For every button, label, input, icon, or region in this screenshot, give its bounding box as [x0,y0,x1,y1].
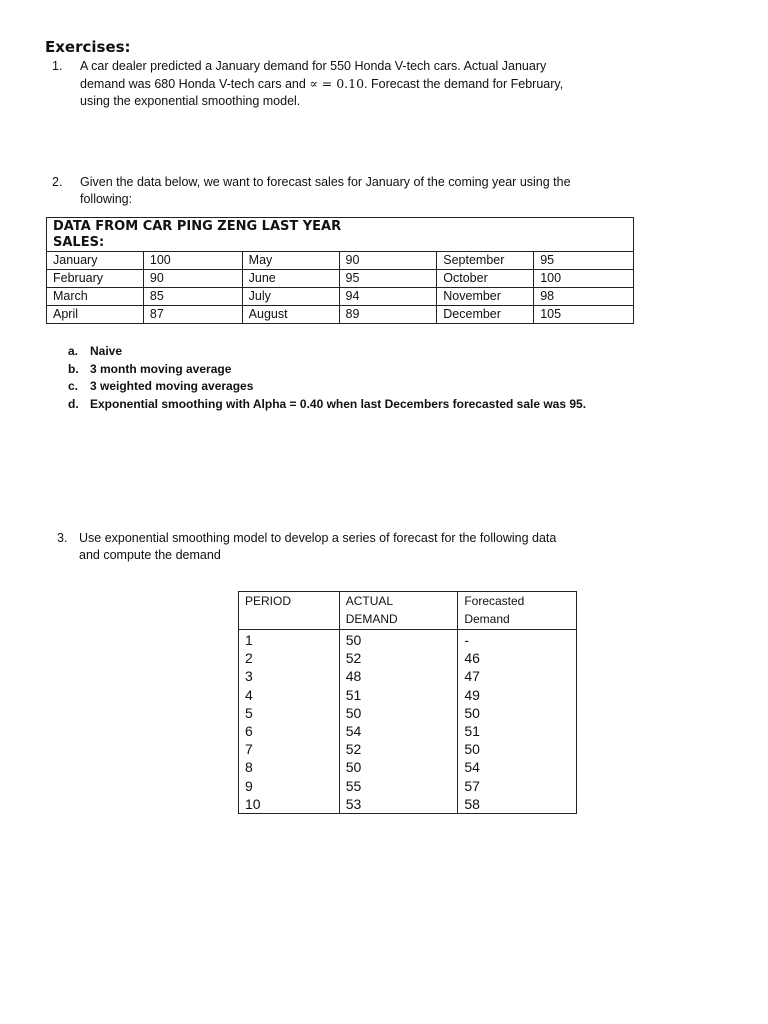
month-cell: March [47,288,144,306]
month-cell: July [242,288,339,306]
sales-cell: 89 [339,306,437,324]
header-cell [458,592,577,630]
question-line: following: [80,192,133,206]
forecast-cell: 50 [458,704,577,722]
month-cell: June [242,270,339,288]
table-row [239,722,577,740]
question-2 [52,174,692,210]
forecast-cell: 50 [458,740,577,758]
question-number: 2. [52,175,63,189]
forecast-cell: 47 [458,667,577,685]
period-cell: 2 [239,649,340,667]
period-cell: 8 [239,758,340,776]
period-cell: 7 [239,740,340,758]
list-letter: a. [68,344,79,358]
list-letter: d. [68,397,79,412]
actual-cell: 48 [339,667,458,685]
header-actual-line1: ACTUAL [345,594,394,608]
forecast-cell: 54 [458,758,577,776]
forecast-cell: 58 [458,795,577,814]
question-line: Use exponential smoothing model to develop a series of forecast for the following data [79,531,557,545]
actual-cell: 52 [339,649,458,667]
forecast-cell: - [458,630,577,650]
table-row [47,270,634,288]
question-line: and compute the demand [79,548,221,562]
month-cell: May [242,252,339,270]
question-line: using the exponential smoothing model. [80,94,301,108]
question-text [80,58,563,110]
exercises-heading: Exercises: [45,38,131,56]
month-cell: February [47,270,144,288]
month-cell: January [47,252,144,270]
period-cell: 3 [239,667,340,685]
period-cell: 4 [239,686,340,704]
question-line: Given the data below, we want to forecast sales for January of the coming year using the [80,175,571,189]
table-row [239,795,577,814]
actual-cell: 55 [339,777,458,795]
actual-cell: 51 [339,686,458,704]
list-text: 3 weighted moving averages [90,379,254,394]
actual-cell: 50 [339,630,458,650]
table-header-row [239,592,577,630]
forecast-cell: 46 [458,649,577,667]
table-row [239,630,577,650]
sales-cell: 95 [534,252,634,270]
table-row [239,704,577,722]
alpha-value: = 0.10 [317,76,365,91]
period-cell: 5 [239,704,340,722]
sales-cell: 85 [143,288,242,306]
table-row [239,777,577,795]
forecast-cell: 57 [458,777,577,795]
sales-cell: 95 [339,270,437,288]
header-forecast-line1: Forecasted [464,594,525,608]
header-cell [339,592,458,630]
month-cell: August [242,306,339,324]
sales-cell: 90 [143,270,242,288]
actual-cell: 54 [339,722,458,740]
sales-cell: 98 [534,288,634,306]
forecast-cell: 51 [458,722,577,740]
alpha-symbol: ∝ [309,76,318,91]
list-text: 3 month moving average [90,361,232,376]
period-cell: 1 [239,630,340,650]
list-text: Exponential smoothing with Alpha = 0.40 when last Decembers forecasted sale was 95. [90,397,587,412]
question-1 [52,58,672,113]
period-cell: 9 [239,777,340,795]
month-cell: April [47,306,144,324]
sales-cell: 105 [534,306,634,324]
table-row [239,686,577,704]
list-letter: b. [68,361,79,376]
actual-cell: 52 [339,740,458,758]
month-cell: November [437,288,534,306]
forecast-cell: 49 [458,686,577,704]
table-row [47,306,634,324]
question-line [80,75,563,93]
sales-cell: 94 [339,288,437,306]
table-row [47,288,634,306]
table-row [239,740,577,758]
question-text [80,174,571,208]
question-number: 1. [52,59,63,73]
table-row [239,758,577,776]
table-title-line: DATA FROM CAR PING ZENG LAST YEAR [53,219,342,234]
sales-cell: 87 [143,306,242,324]
table-row [239,649,577,667]
table-title [47,218,634,252]
header-period: PERIOD [245,594,292,608]
header-cell [239,592,340,630]
period-cell: 6 [239,722,340,740]
period-cell: 10 [239,795,340,814]
sales-cell: 100 [534,270,634,288]
question-3 [57,530,677,566]
sales-cell: 90 [339,252,437,270]
demand-forecast-table [238,591,577,814]
month-cell: October [437,270,534,288]
actual-cell: 50 [339,758,458,776]
table-title-line: SALES: [53,235,105,250]
question-text [79,530,556,564]
list-letter: c. [68,379,79,394]
sales-data-table [46,217,634,324]
text-fragment: demand was 680 Honda V-tech cars and [80,77,310,91]
header-forecast-line2: Demand [464,611,510,626]
month-cell: December [437,306,534,324]
table-row [47,252,634,270]
sales-cell: 100 [143,252,242,270]
question-line: A car dealer predicted a January demand for 550 Honda V-tech cars. Actual January [80,59,547,73]
list-text: Naive [90,344,123,358]
actual-cell: 53 [339,795,458,814]
month-cell: September [437,252,534,270]
table-row [239,667,577,685]
actual-cell: 50 [339,704,458,722]
header-actual-line2: DEMAND [345,611,398,626]
text-fragment: . Forecast the demand for February, [364,77,564,91]
question-number: 3. [57,531,68,545]
